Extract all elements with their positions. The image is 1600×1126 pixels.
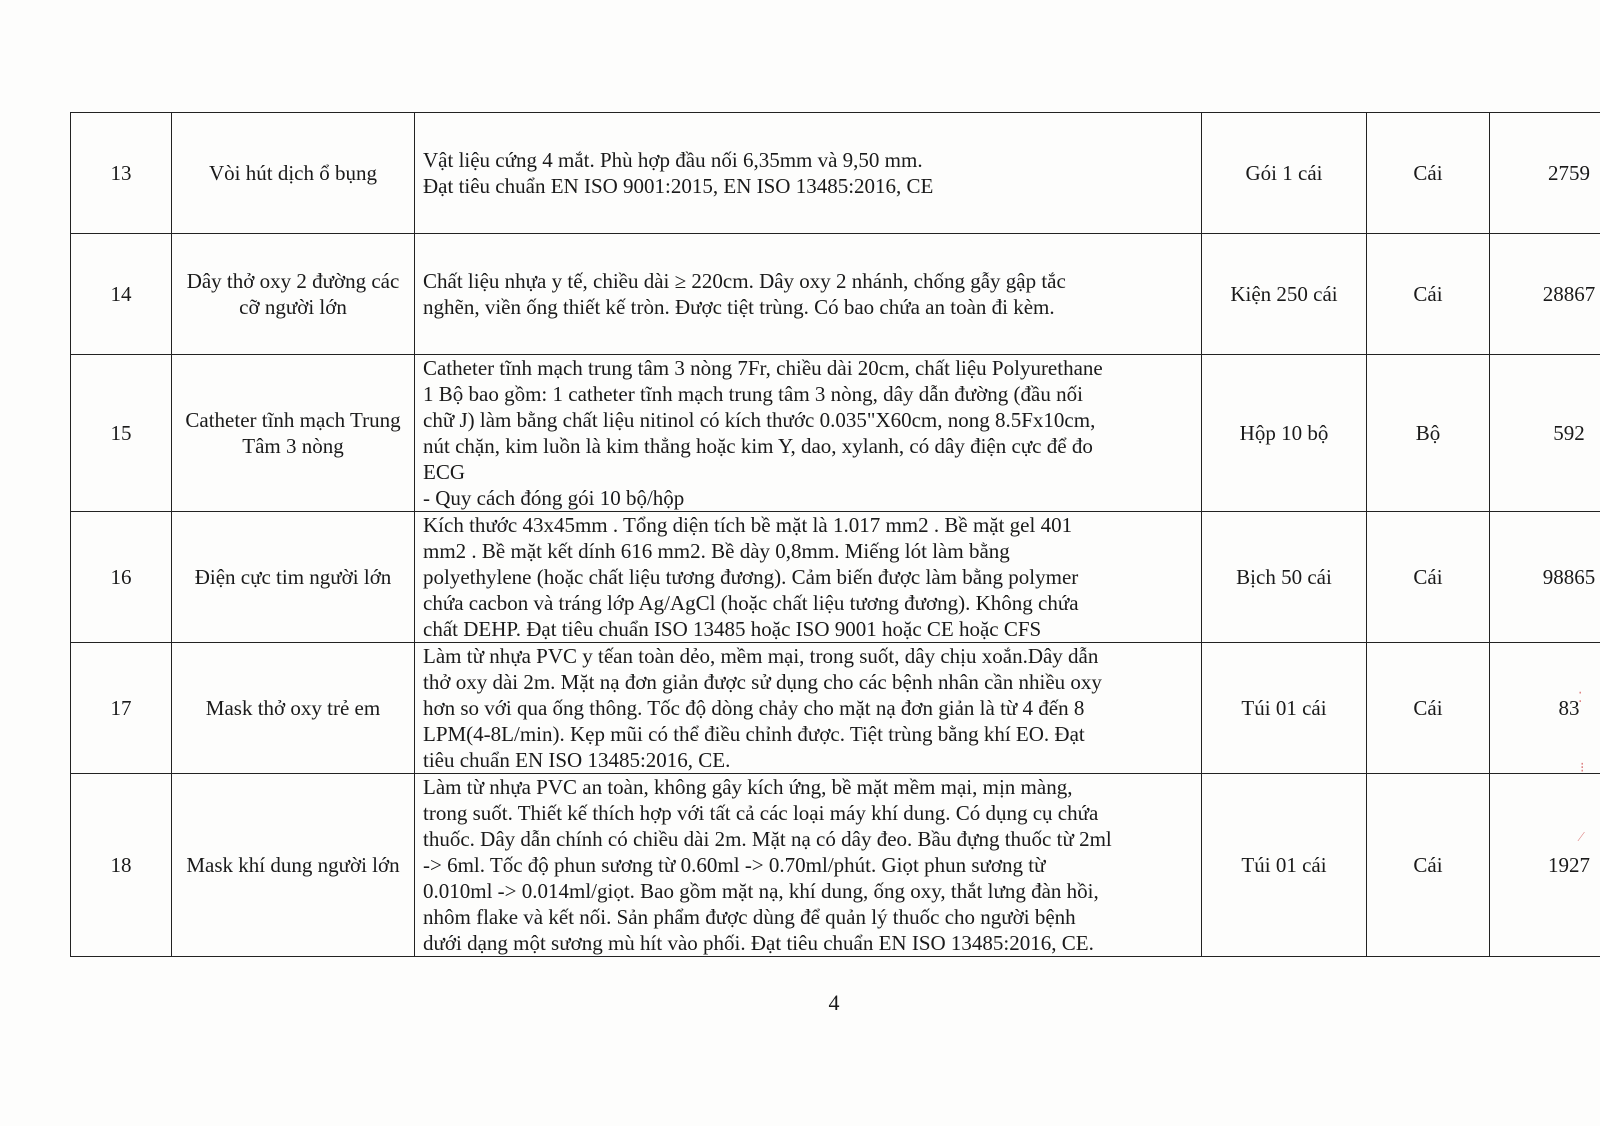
spec-line: Làm từ nhựa PVC an toàn, không gây kích ứng, bề mặt mềm mại, mịn màng, [423, 775, 1073, 799]
product-name: Mask khí dung người lớn [172, 774, 415, 957]
product-spec [415, 774, 1202, 957]
spec-line: -> 6ml. Tốc độ phun sương từ 0.60ml -> 0.70ml/phút. Giọt phun sương từ [423, 853, 1046, 877]
packaging: Kiện 250 cái [1202, 234, 1367, 355]
spec-line: thuốc. Dây dẫn chính có chiều dài 2m. Mặt nạ có dây đeo. Bầu đựng thuốc từ 2ml [423, 827, 1112, 851]
page-number: 4 [828, 990, 840, 1015]
product-name: Catheter tĩnh mạch Trung Tâm 3 nòng [172, 355, 415, 512]
unit: Bộ [1367, 355, 1490, 512]
spec-line: nút chặn, kim luồn là kim thẳng hoặc kim Y, dao, xylanh, có dây điện cực để đo [423, 434, 1093, 458]
quantity: 98865 [1490, 512, 1600, 643]
product-spec [415, 355, 1202, 512]
unit: Cái [1367, 512, 1490, 643]
scan-mark-icon: ⁚ [1578, 691, 1583, 706]
product-spec [415, 113, 1202, 234]
packaging: Gói 1 cái [1202, 113, 1367, 234]
packaging: Hộp 10 bộ [1202, 355, 1367, 512]
table-row [71, 643, 1600, 774]
product-spec [415, 512, 1202, 643]
row-number: 15 [71, 355, 172, 512]
spec-line: Đạt tiêu chuẩn EN ISO 9001:2015, EN ISO 13485:2016, CE [423, 174, 934, 198]
spec-line: Vật liệu cứng 4 mắt. Phù hợp đầu nối 6,35mm và 9,50 mm. [423, 148, 923, 172]
scan-mark-icon: ⁝ [1580, 761, 1585, 776]
row-number: 16 [71, 512, 172, 643]
table-row [71, 234, 1600, 355]
product-name: Mask thở oxy trẻ em [172, 643, 415, 774]
quantity: 2759 [1490, 113, 1600, 234]
spec-line: 1 Bộ bao gồm: 1 catheter tĩnh mạch trung tâm 3 nòng, dây dẫn đường (đầu nối [423, 382, 1083, 406]
spec-line: ECG [423, 460, 465, 484]
product-name: Vòi hút dịch ổ bụng [172, 113, 415, 234]
scan-mark-icon: ⁄ [1580, 830, 1583, 845]
spec-line: polyethylene (hoặc chất liệu tương đương). Cảm biến được làm bằng polymer [423, 565, 1079, 589]
row-number: 18 [71, 774, 172, 957]
table-body [71, 113, 1600, 957]
spec-line: nghẽn, viền ống thiết kế tròn. Được tiệt trùng. Có bao chứa an toàn đi kèm. [423, 295, 1055, 319]
spec-line: Catheter tĩnh mạch trung tâm 3 nòng 7Fr, chiều dài 20cm, chất liệu Polyurethane [423, 356, 1103, 380]
row-number: 13 [71, 113, 172, 234]
spec-line: Chất liệu nhựa y tế, chiều dài ≥ 220cm. Dây oxy 2 nhánh, chống gẫy gập tắc [423, 269, 1066, 293]
spec-line: trong suốt. Thiết kế thích hợp với tất cả các loại máy khí dung. Có dụng cụ chứa [423, 801, 1099, 825]
unit: Cái [1367, 643, 1490, 774]
table-row [71, 774, 1600, 957]
row-number: 17 [71, 643, 172, 774]
spec-line: Làm từ nhựa PVC y tếan toàn dẻo, mềm mại, trong suốt, dây chịu xoắn.Dây dẫn [423, 644, 1099, 668]
spec-line: thở oxy dài 2m. Mặt nạ đơn giản được sử dụng cho các bệnh nhân cần nhiều oxy [423, 670, 1102, 694]
spec-line: dưới dạng một sương mù hít vào phối. Đạt tiêu chuẩn EN ISO 13485:2016, CE. [423, 931, 1094, 955]
spec-line: - Quy cách đóng gói 10 bộ/hộp [423, 486, 685, 510]
product-name: Dây thở oxy 2 đường các cỡ người lớn [172, 234, 415, 355]
quantity: 592 [1490, 355, 1600, 512]
spec-line: chất DEHP. Đạt tiêu chuẩn ISO 13485 hoặc ISO 9001 hoặc CE hoặc CFS [423, 617, 1042, 641]
product-name: Điện cực tim người lớn [172, 512, 415, 643]
table-row [71, 355, 1600, 512]
spec-line: mm2 . Bề mặt kết dính 616 mm2. Bề dày 0,8mm. Miếng lót làm bằng [423, 539, 1010, 563]
packaging: Bịch 50 cái [1202, 512, 1367, 643]
quantity: 28867 [1490, 234, 1600, 355]
product-spec [415, 643, 1202, 774]
quantity: 83 [1490, 643, 1600, 774]
spec-line: chữ J) làm bằng chất liệu nitinol có kích thước 0.035"X60cm, nong 8.5Fx10cm, [423, 408, 1096, 432]
spec-line: LPM(4-8L/min). Kẹp mũi có thể điều chỉnh được. Tiệt trùng bằng khí EO. Đạt [423, 722, 1085, 746]
packaging: Túi 01 cái [1202, 774, 1367, 957]
unit: Cái [1367, 113, 1490, 234]
product-spec-table [70, 112, 1600, 957]
quantity: 1927 [1490, 774, 1600, 957]
unit: Cái [1367, 234, 1490, 355]
table-row [71, 512, 1600, 643]
packaging: Túi 01 cái [1202, 643, 1367, 774]
spec-line: chứa cacbon và tráng lớp Ag/AgCl (hoặc chất liệu tương đương). Không chứa [423, 591, 1079, 615]
spec-line: tiêu chuẩn EN ISO 13485:2016, CE. [423, 748, 731, 772]
table-row [71, 113, 1600, 234]
spec-line: hơn so với qua ống thông. Tốc độ dòng chảy cho mặt nạ đơn giản là từ 4 đến 8 [423, 696, 1085, 720]
spec-line: nhôm flake và kết nối. Sản phẩm được dùng để quản lý thuốc cho người bệnh [423, 905, 1076, 929]
spec-line: 0.010ml -> 0.014ml/giọt. Bao gồm mặt nạ, khí dung, ống oxy, thắt lưng đàn hồi, [423, 879, 1099, 903]
row-number: 14 [71, 234, 172, 355]
product-spec [415, 234, 1202, 355]
unit: Cái [1367, 774, 1490, 957]
spec-line: Kích thước 43x45mm . Tổng diện tích bề mặt là 1.017 mm2 . Bề mặt gel 401 [423, 513, 1073, 537]
